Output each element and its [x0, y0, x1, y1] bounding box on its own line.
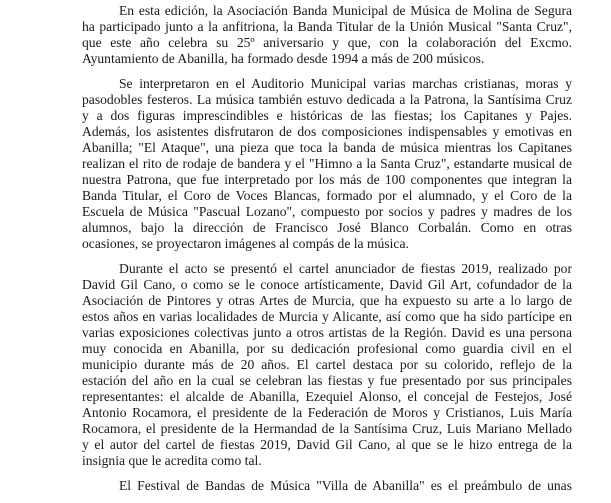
text-line: Ayuntamiento de Abanilla, ha formado desde 1994 a más de 200 músicos. [82, 51, 485, 66]
text-line: y a dos figuras imprescindibles e históricas de las fiestas; los Capitanes y Pajes. [82, 108, 572, 123]
paragraph-2 [82, 76, 572, 252]
text-line: David Gil Cano, o como se le conoce artísticamente, David Gil Art, cofundador de la [82, 277, 572, 292]
text-line: municipio durante más de 20 años. El cartel destaca por su colorido, reflejo de la [82, 357, 572, 372]
text-line: Durante el acto se presentó el cartel anunciador de fiestas 2019, realizado por [119, 261, 572, 276]
text-line: Se interpretaron en el Auditorio Municipal varias marchas cristianas, moras y [119, 76, 572, 91]
text-line: Asociación de Pintores y otras Artes de Murcia, que ha expuesto su arte a lo largo de [82, 293, 572, 308]
text-line: En esta edición, la Asociación Banda Municipal de Música de Molina de Segura [119, 3, 572, 18]
paragraph-4 [82, 478, 572, 494]
text-line: representantes: el alcalde de Abanilla, Ezequiel Alonso, el concejal de Festejos, José [82, 389, 572, 404]
text-line: Abanilla; "El Ataque", una pieza que toca la banda de música mientras los Capitanes [82, 140, 572, 155]
paragraph-1 [82, 3, 572, 67]
article-body [82, 3, 572, 503]
text-line: varias exposiciones colectivas junto a otros artistas de la Región. David es una persona [82, 325, 572, 340]
text-line: pasodobles festeros. La música también estuvo dedicada a la Patrona, la Santísima Cruz [82, 92, 572, 107]
text-line: muy conocida en Abanilla, por su dedicación profesional como guardia civil en el [82, 341, 572, 356]
text-line: Rocamora, el presidente de la Hermandad de la Santísima Cruz, Luis Mariano Mellado [82, 421, 572, 436]
text-line: Además, los asistentes disfrutaron de dos composiciones indispensables y emotivas en [82, 124, 572, 139]
text-line: estos años en varias localidades de Murcia y Alicante, así como que ha sido partícipe en [82, 309, 572, 324]
text-line: que este año celebra su 25º aniversario y que, con la colaboración del Excmo. [82, 35, 572, 50]
text-line: Banda Titular, el Coro de Voces Blancas, formado por el alumnado, y el Coro de la [82, 188, 572, 203]
text-line: alumnos, bajo la dirección de Francisco José Blanco Corbalán. Como en otras [82, 220, 572, 235]
text-line: y el autor del cartel de fiestas 2019, David Gil Cano, al que se le hizo entrega de la [82, 437, 572, 452]
text-line: nuestra Patrona, que fue interpretado por los más de 100 componentes que integran la [82, 172, 572, 187]
text-line: estación del año en la cual se celebran las fiestas y fue presentado por sus principales [82, 373, 572, 388]
paragraph-3 [82, 261, 572, 469]
text-line: insignia que le acredita como tal. [82, 453, 262, 468]
text-line: El Festival de Bandas de Música "Villa de Abanilla" es el preámbulo de unas [119, 478, 572, 493]
text-line: ha participado junto a la anfitriona, la Banda Titular de la Unión Musical "Santa Cruz", [82, 19, 572, 34]
text-line: Escuela de Música "Pascual Lozano", compuesto por socios y padres y madres de los [82, 204, 572, 219]
text-line: ocasiones, se proyectaron imágenes al compás de la música. [82, 236, 409, 251]
text-line: realizan el rito de rodaje de bandera y el "Himno a la Santa Cruz", estandarte musical de [82, 156, 572, 171]
text-line: Antonio Rocamora, el presidente de la Federación de Moros y Cristianos, Luis María [82, 405, 572, 420]
